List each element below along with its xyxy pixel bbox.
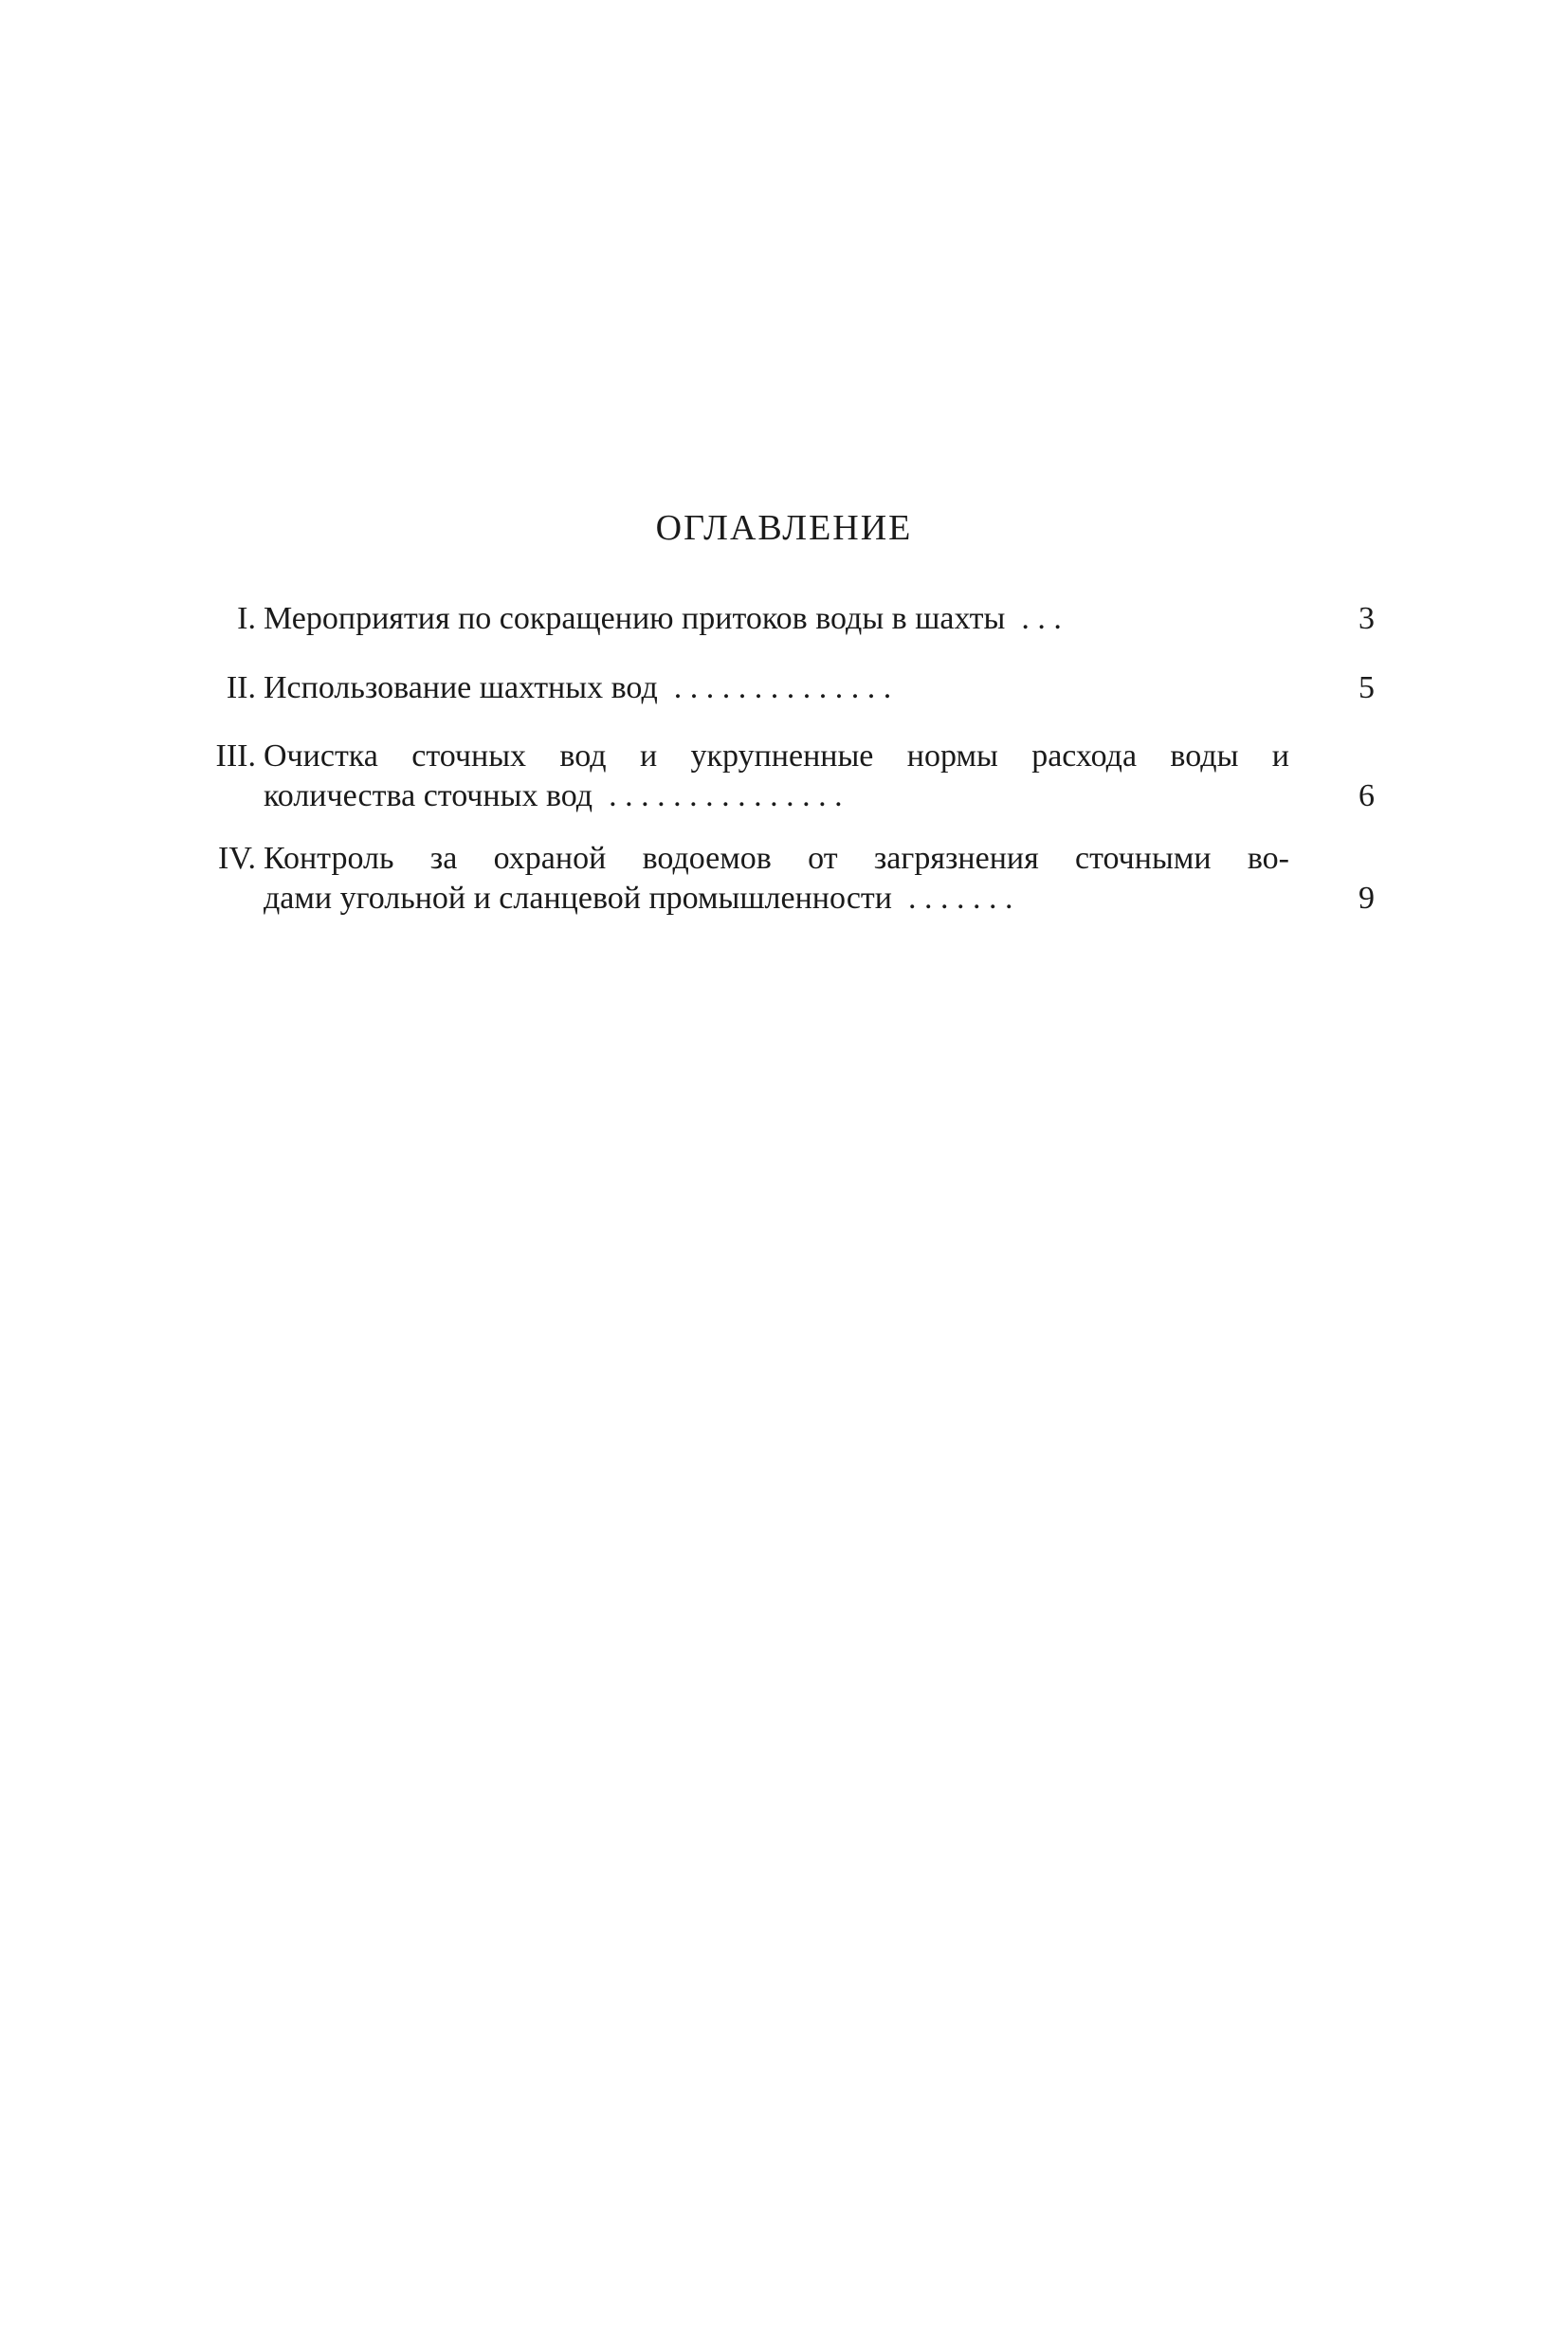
toc-entry-number: II. [226, 670, 256, 705]
toc-entry-number: IV. [218, 841, 256, 876]
toc-page-number: 5 [1358, 670, 1375, 705]
toc-entry-text [264, 599, 1289, 639]
dot-leader: . . . [1021, 601, 1062, 636]
toc-entry-line: Мероприятия по сокращению притоков воды в шахты . . . [264, 601, 1062, 636]
toc-entry-line: дами угольной и сланцевой промышленности . . . . . . . [264, 881, 1013, 916]
toc-page-number: 9 [1358, 881, 1375, 916]
toc-entry-text [264, 668, 1289, 708]
toc-entry-text [264, 737, 1289, 816]
toc-page-number: 3 [1358, 601, 1375, 636]
dot-leader: . . . . . . . [907, 881, 1013, 916]
toc-entry-line: Очистка сточных вод и укрупненные нормы расхода воды и [264, 738, 1289, 774]
toc-entry-line: Использование шахтных вод . . . . . . . . . . . . . . [264, 670, 892, 705]
toc-entry-line: Контроль за охраной водоемов от загрязнения сточными во- [264, 841, 1289, 876]
toc-title: ОГЛАВЛЕНИЕ [655, 508, 913, 548]
dot-leader: . . . . . . . . . . . . . . . [609, 778, 843, 813]
dot-leader: . . . . . . . . . . . . . . [673, 670, 892, 705]
toc-entry-number: III. [215, 738, 256, 774]
toc-page-number: 6 [1358, 778, 1375, 813]
toc-entry-text [264, 839, 1289, 919]
toc-entry-number: I. [237, 601, 256, 636]
toc-entry-line: количества сточных вод . . . . . . . . . . . . . . . [264, 778, 843, 813]
